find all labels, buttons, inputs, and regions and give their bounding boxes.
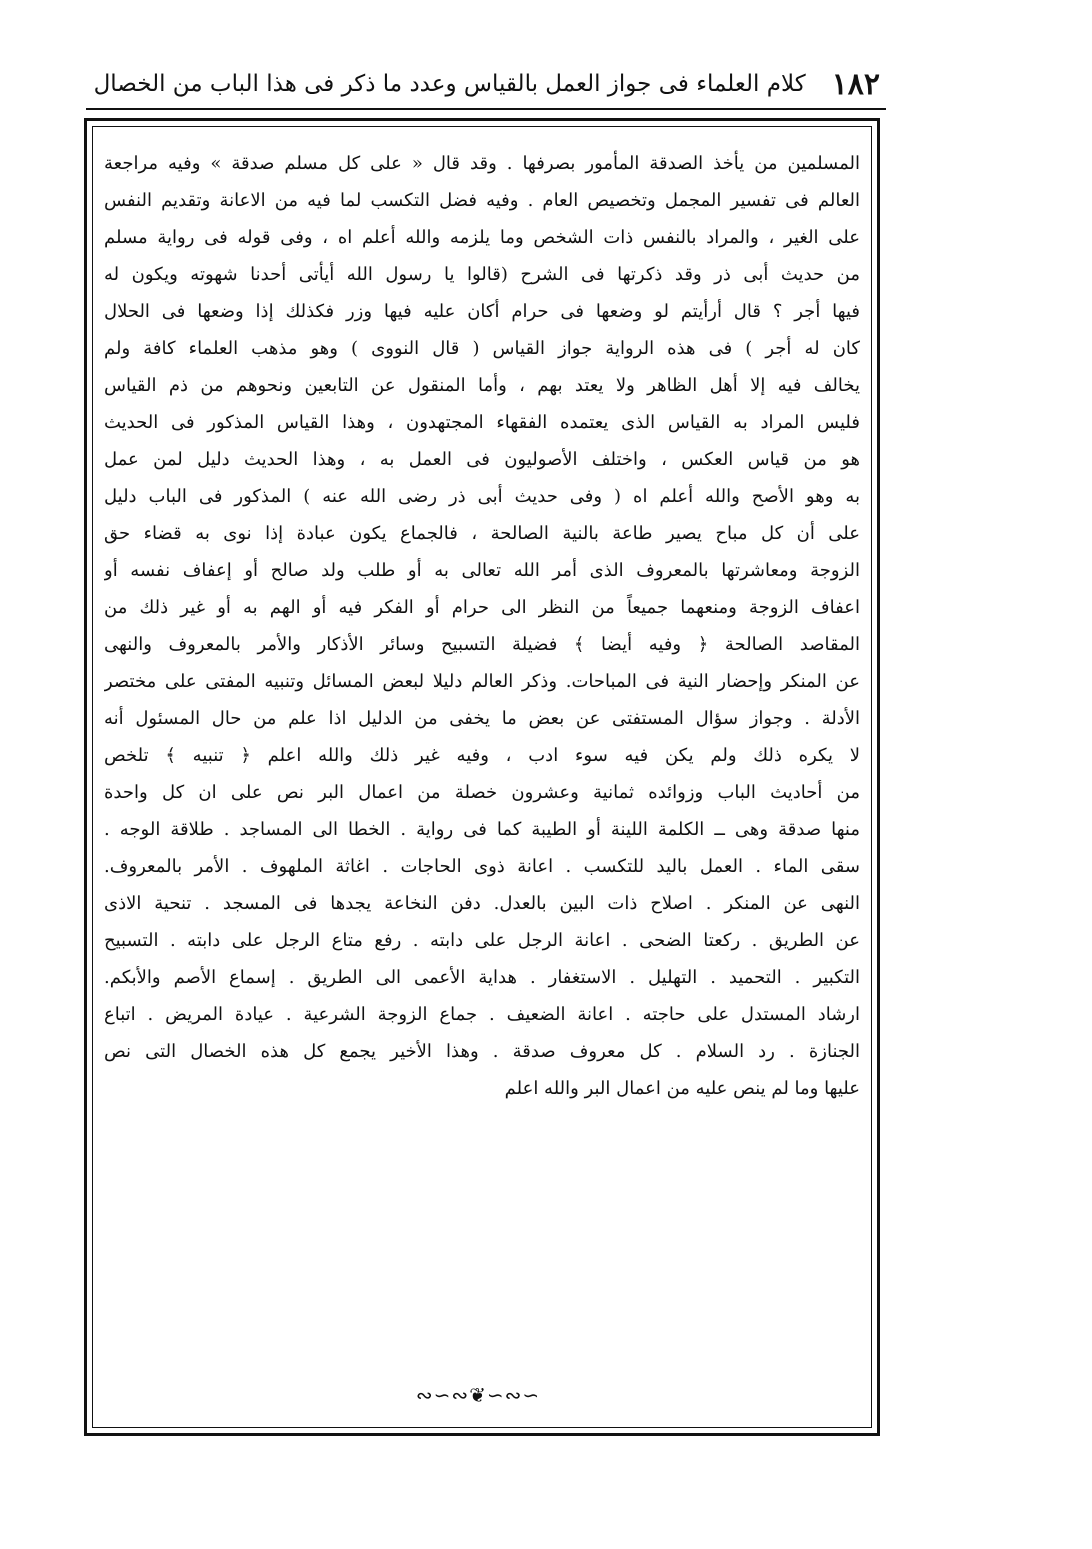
text-line: الجنازة . رد السلام . كل معروف صدقة . وهذا الأخير يجمع كل هذه الخصال التى نص (104, 1041, 860, 1062)
text-line: به وهو الأصح والله أعلم اه ( وفى حديث أبى ذر رضى الله عنه ) المذكور فى الباب دليل (104, 486, 860, 507)
text-line: عن المنكر وإحضار النية فى المباحات. وذكر العالم دليلا لبعض المسائل وتنبيه المفتى على مختصر (104, 671, 860, 692)
text-line: عن الطريق . ركعتا الضحى . اعانة الرجل على دابته . رفع متاع الرجل على دابته . التسبيح (104, 930, 860, 951)
text-line: فليس المراد به القياس الذى يعتمده الفقهاء المجتهدون ، وهذا القياس المذكور فى الحديث (104, 412, 860, 433)
text-line: من أحاديث الباب وزوائده ثمانية وعشرون خصلة من اعمال البر نص على ان كل واحدة (104, 782, 860, 803)
text-line: يخالف فيه إلا أهل الظاهر ولا يعتد بهم ، وأما المنقول عن التابعين ونحوهم من ذم القياس (104, 375, 860, 396)
header-rule (86, 108, 886, 110)
text-line: الأدلة . وجواز سؤال المستفتى عن بعض ما يخفى من الدليل اذا علم من حال المسئول أنه (104, 708, 860, 729)
text-line: المقاصد الصالحة ﴿ وفيه أيضا ﴾ فضيلة التسبيح وسائر الأذكار والأمر بالمعروف والنهى (104, 634, 860, 655)
page-number: ١٨٢ (831, 66, 880, 102)
text-line: على الغير ، والمراد بالنفس ذات الشخص وما يلزمه والله أعلم اه ، وفى قوله فى رواية مسلم (104, 227, 860, 248)
text-line: المسلمين من يأخذ الصدقة المأمور بصرفها . وقد قال « على كل مسلم صدقة » وفيه مراجعة (104, 153, 860, 174)
page-header (93, 62, 880, 106)
text-line: هو من قياس العكس ، واختلف الأصوليون فى العمل به ، وهذا الحديث دليل لمن عمل (104, 449, 860, 470)
text-line: على أن كل مباح يصير طاعة بالنية الصالحة ، فالجماع يكون عبادة إذا نوى به قضاء حق (104, 523, 860, 544)
text-line: فيها أجر ؟ قال أرأيتم لو وضعها فى حرام أكان عليه فيها وزر فكذلك إذا وضعها فى الحلال (104, 301, 860, 322)
text-line: سقى الماء . العمل باليد للتكسب . اعانة ذوى الحاجات . اغاثة الملهوف . الأمر بالمعروف. (104, 856, 860, 877)
text-line: كان له أجر ) فى هذه الرواية جواز القياس ( قال النووى ) وهو مذهب العلماء كافة ولم (104, 338, 860, 359)
text-line: عليها وما لم ينص عليه من اعمال البر والله اعلم (504, 1078, 860, 1099)
text-line: اعفاف الزوجة ومنعهما جميعاً من النظر الى حرام أو الفكر فيه أو الهم به أو غير ذلك من (104, 597, 860, 618)
running-title: كلام العلماء فى جواز العمل بالقياس وعدد ما ذكر فى هذا الباب من الخصال (93, 71, 806, 97)
text-line: لا يكره ذلك ولم يكن فيه سوء ادب ، وفيه غير ذلك والله اعلم ﴿ تنبيه ﴾ تلخص (104, 745, 860, 766)
text-line: منها صدقة وهى ــ الكلمة اللينة أو الطيبة كما فى رواية . الخطا الى المساجد . طلاقة الوجه . (104, 819, 860, 840)
text-line: ارشاد المستدل على حاجته . اعانة الضعيف . جماع الزوجة الشرعية . عيادة المريض . اتباع (104, 1004, 860, 1025)
text-line: العالم فى تفسير المجمل وتخصيص العام . وفيه فضل التكسب لما فيه من الاعانة وتقديم النفس (104, 190, 860, 211)
text-line: من حديث أبى ذر وقد ذكرتها فى الشرح (قالوا يا رسول الله أيأتى أحدنا شهوته ويكون له (104, 264, 860, 285)
text-line: النهى عن المنكر . اصلاح ذات البين بالعدل. دفن النخاعة يجدها فى المسجد . تنحية الاذى (104, 893, 860, 914)
text-line: التكبير . التحميد . التهليل . الاستغفار . هداية الأعمى الى الطريق . إسماع الأصم والأبكم. (104, 967, 860, 988)
text-line: الزوجة ومعاشرتها بالمعروف الذى أمر الله تعالى به أو طلب ولد صالح أو إعفاف نفسه أو (104, 560, 860, 581)
ornament-divider-icon: ∾∽∾❦∽∾∽ (415, 1383, 541, 1407)
body-text (104, 145, 860, 1107)
